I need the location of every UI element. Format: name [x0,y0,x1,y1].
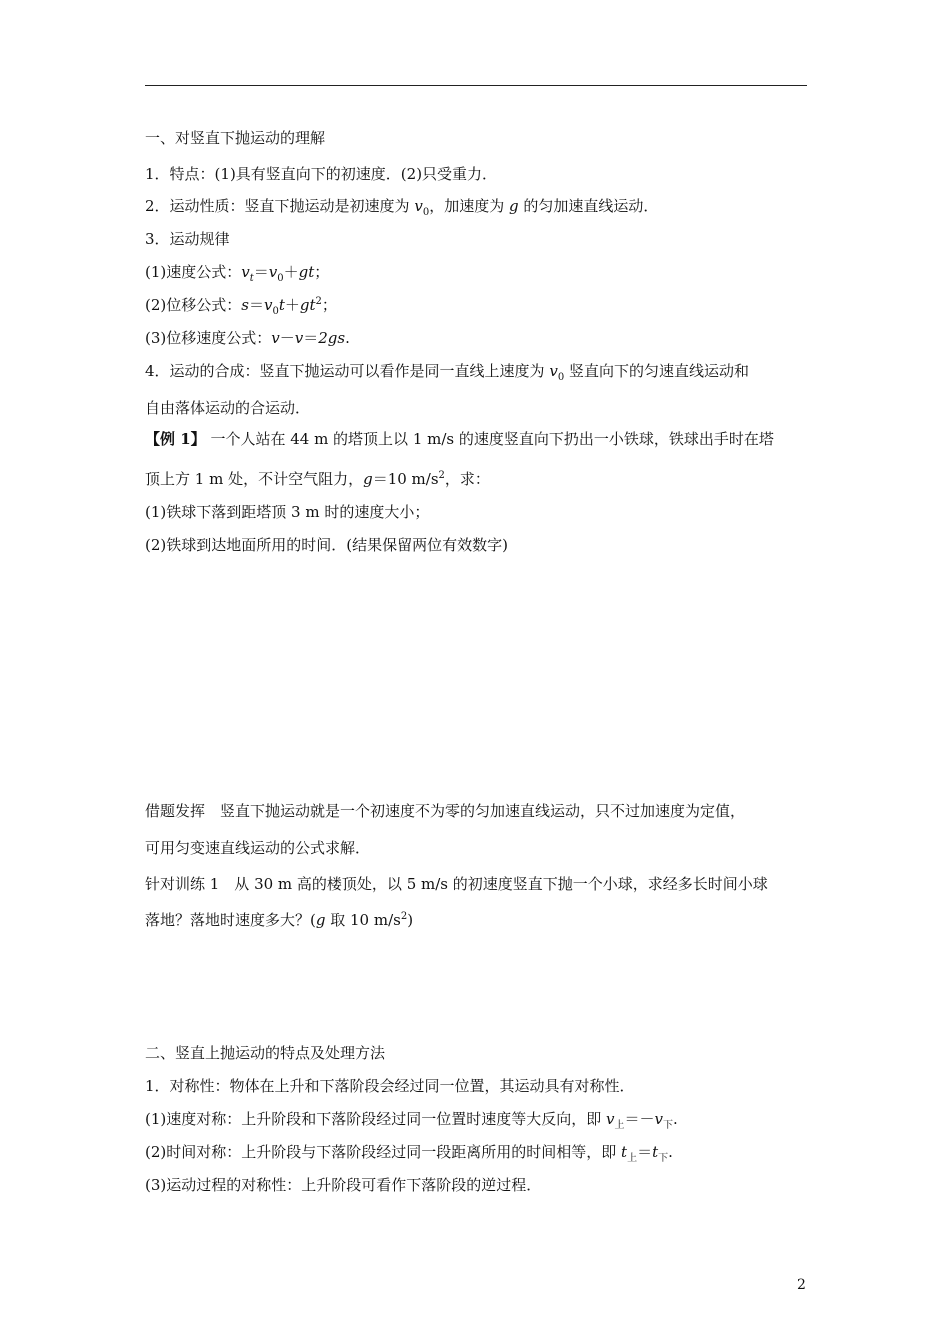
training1-line2: 落地？落地时速度多大？(g 取 10 $m/s^2$) [145,911,414,929]
section1-composition-cont: 自由落体运动的合运动． [145,399,311,417]
section1-heading: 一、对竖直下抛运动的理解 [145,129,326,147]
section2-velocity-symmetry: (1)速度对称：上升阶段和下落阶段经过同一位置时速度等大反向，即 $v_上=-v_下$. [145,1110,678,1131]
section1-feature: 1．特点：(1)具有竖直向下的初速度．(2)只受重力． [145,165,498,183]
insight-line2: 可用匀变速直线运动的公式求解． [145,839,371,857]
formula-displacement-velocity: (3)位移速度公式：v－v＝2gs. [145,329,350,347]
insight-line1: 借题发挥 竖直下抛运动就是一个初速度不为零的匀加速直线运动，只不过加速度为定值， [145,802,746,820]
page-number: 2 [797,1277,806,1293]
section2-heading: 二、竖直上抛运动的特点及处理方法 [145,1044,386,1062]
example1-line1: 【例 1】 一个人站在 44 m 的塔顶上以 1 m/s 的速度竖直向下扔出一小铁球，铁球出手时在塔 [145,430,774,448]
section1-composition: 4．运动的合成：竖直下抛运动可以看作是同一直线上速度为 $v_0$ 竖直向下的匀速直线运动和 [145,362,749,383]
section2-process-symmetry: (3)运动过程的对称性：上升阶段可看作下落阶段的逆过程． [145,1176,542,1194]
training1-line1: 针对训练 1 从 30 m 高的楼顶处，以 5 m/s 的初速度竖直下抛一个小球，求经多长时间小球 [145,875,768,893]
example1-tag: 【例 1】 [145,430,206,448]
formula-displacement: (2)位移公式：$s=v_0t+gt^2$； [145,296,337,317]
section1-nature: 2．运动性质：竖直下抛运动是初速度为 $v_0$，加速度为 g 的匀加速直线运动． [145,197,659,218]
example1-question2: (2)铁球到达地面所用的时间．(结果保留两位有效数字) [145,536,508,554]
section1-laws: 3．运动规律 [145,230,230,248]
formula-velocity: (1)速度公式：$v_t=v_0+gt$； [145,263,330,284]
example1-question1: (1)铁球下落到距塔顶 3 m 时的速度大小； [145,503,430,521]
section2-time-symmetry: (2)时间对称：上升阶段与下落阶段经过同一段距离所用的时间相等，即 $t_上=t_下$. [145,1143,673,1164]
section2-symmetry: 1．对称性：物体在上升和下落阶段会经过同一位置，其运动具有对称性． [145,1077,635,1095]
example1-line2: 顶上方 1 m 处，不计空气阻力，g＝10 $m/s^2$，求： [145,470,490,488]
header-rule [145,85,807,86]
